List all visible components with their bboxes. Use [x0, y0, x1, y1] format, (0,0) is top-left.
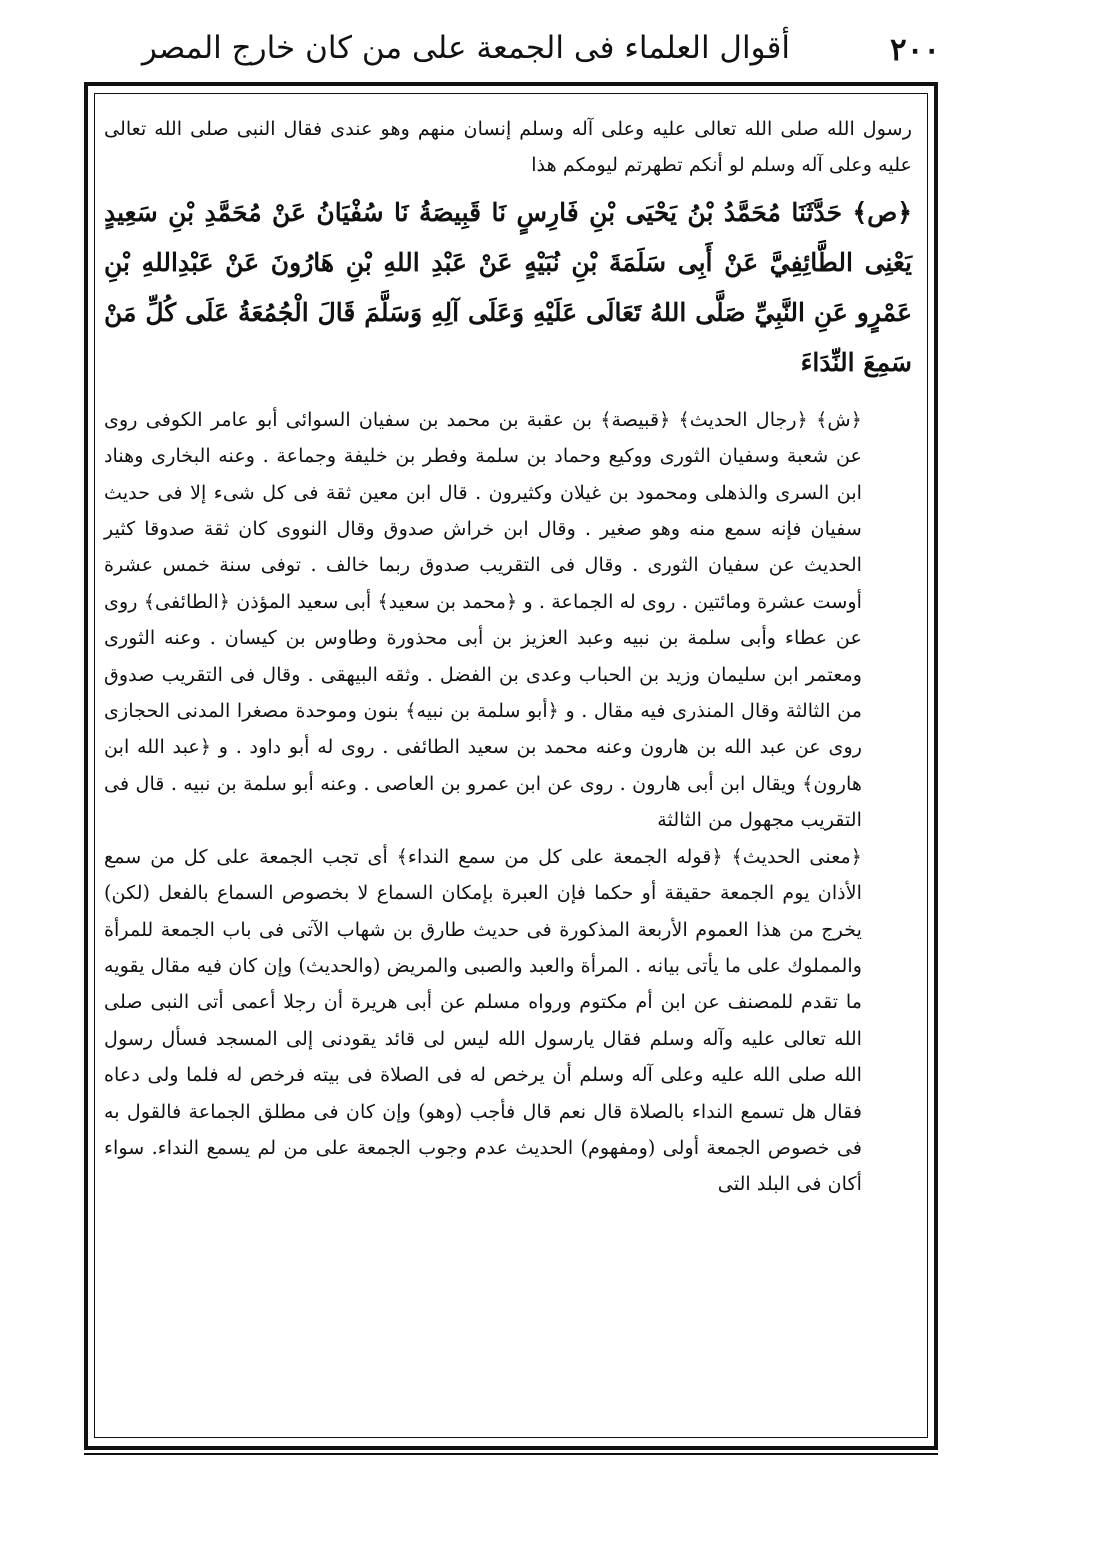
continuation-paragraph: رسول الله صلى الله تعالى عليه وعلى آله وسلم إنسان منهم وهو عندى فقال النبى صلى الله تعالى عليه وعلى آله وسلم لو أنكم تطهرتم ليومكم هذا — [104, 117, 912, 177]
page-header — [141, 22, 940, 82]
narrators-commentary: ﴿ش﴾ ﴿رجال الحديث﴾ ﴿قبيصة﴾ بن عقبة بن محمد بن سفيان السوائى أبو عامر الكوفى روى عن شعبة وسفيان الثورى ووكيع وحماد بن سلمة وفطر بن خليفة وجماعة . وعنه البخارى وهناد ابن السرى والذهلى ومحمود بن غيلان وكثيرون . قال ابن معين ثقة فى كل شىء إلا فى حديث سفيان فإنه سمع منه وهو صغير . وقال ابن خراش صدوق وقال النووى كان ثقة صدوقا كثير الحديث عن سفيان الثورى . وقال فى التقريب صدوق ربما خالف . توفى سنة خمس عشرة أوست عشرة ومائتين . روى له الجماعة . و ﴿محمد بن سعيد﴾ أبى سعيد المؤذن ﴿الطائفى﴾ روى عن عطاء وأبى سلمة بن نبيه وعبد العزيز بن أبى محذورة وطاوس بن كيسان . وعنه الثورى ومعتمر ابن سليمان وزيد بن الحباب وعدى بن الفضل . وثقه البيهقى . وقال فى التقريب صدوق من الثالثة وقال المنذرى فيه مقال . و ﴿أبو سلمة بن نبيه﴾ بنون وموحدة مصغرا المدنى الحجازى روى عن عبد الله بن هارون وعنه محمد بن سعيد الطائفى . روى له أبو داود . و ﴿عبد الله ابن هارون﴾ ويقال ابن أبى هارون . روى عن ابن عمرو بن العاصى . وعنه أبو سلمة بن نبيه . قال فى التقريب مجهول من الثالثة — [104, 407, 862, 832]
page-body — [104, 111, 912, 1203]
hadith-text: ﴿ص﴾ حَدَّثَنَا مُحَمَّدُ بْنُ يَحْيَى بْنِ فَارِسٍ نَا قَبِيصَةُ نَا سُفْيَانُ عَنْ مُحَمَّدِ بْنِ سَعِيدٍ يَعْنِى الطَّائِفِيَّ عَنْ أَبِى سَلَمَةَ بْنِ نُبَيْهٍ عَنْ عَبْدِ اللهِ بْنِ هَارُونَ عَنْ عَبْدِاللهِ بْنِ عَمْرٍو عَنِ النَّبِيِّ صَلَّى اللهُ تَعَالَى عَلَيْهِ وَعَلَى آلِهِ وَسَلَّمَ قَالَ الْجُمُعَةُ عَلَى كُلِّ مَنْ سَمِعَ النِّدَاءَ — [104, 197, 912, 377]
meaning-commentary: ﴿معنى الحديث﴾ ﴿قوله الجمعة على كل من سمع النداء﴾ أى تجب الجمعة على كل من سمع الأذان يوم الجمعة حقيقة أو حكما فإن العبرة بإمكان السماع لا بخصوص السماع بالفعل (لكن) يخرج من هذا العموم الأربعة المذكورة فى حديث طارق بن شهاب الآتى فى باب الجمعة للمرأة والمملوك على ما يأتى بيانه . المرأة والعبد والصبى والمريض (والحديث) وإن كان فيه مقال يقويه ما تقدم للمصنف عن ابن أم مكتوم ورواه مسلم عن أبى هريرة أن رجلا أعمى أتى النبى صلى الله تعالى عليه وآله وسلم فقال يارسول الله ليس لى قائد يقودنى إلى المسجد فسأل رسول الله صلى الله عليه وعلى آله وسلم أن يرخص له فى الصلاة فى بيته فرخص له فلما ولى دعاه فقال هل تسمع النداء بالصلاة قال نعم قال فأجب (وهو) وإن كان فى مطلق الجماعة فالقول به فى خصوص الجمعة أولى (ومفهوم) الحديث عدم وجوب الجمعة على من لم يسمع النداء. سواء أكان فى البلد التى — [104, 844, 862, 1196]
bottom-rule — [84, 1453, 938, 1455]
page-number: ٢٠٠ — [890, 32, 940, 68]
running-title: أقوال العلماء فى الجمعة على من كان خارج المصر — [141, 30, 790, 66]
